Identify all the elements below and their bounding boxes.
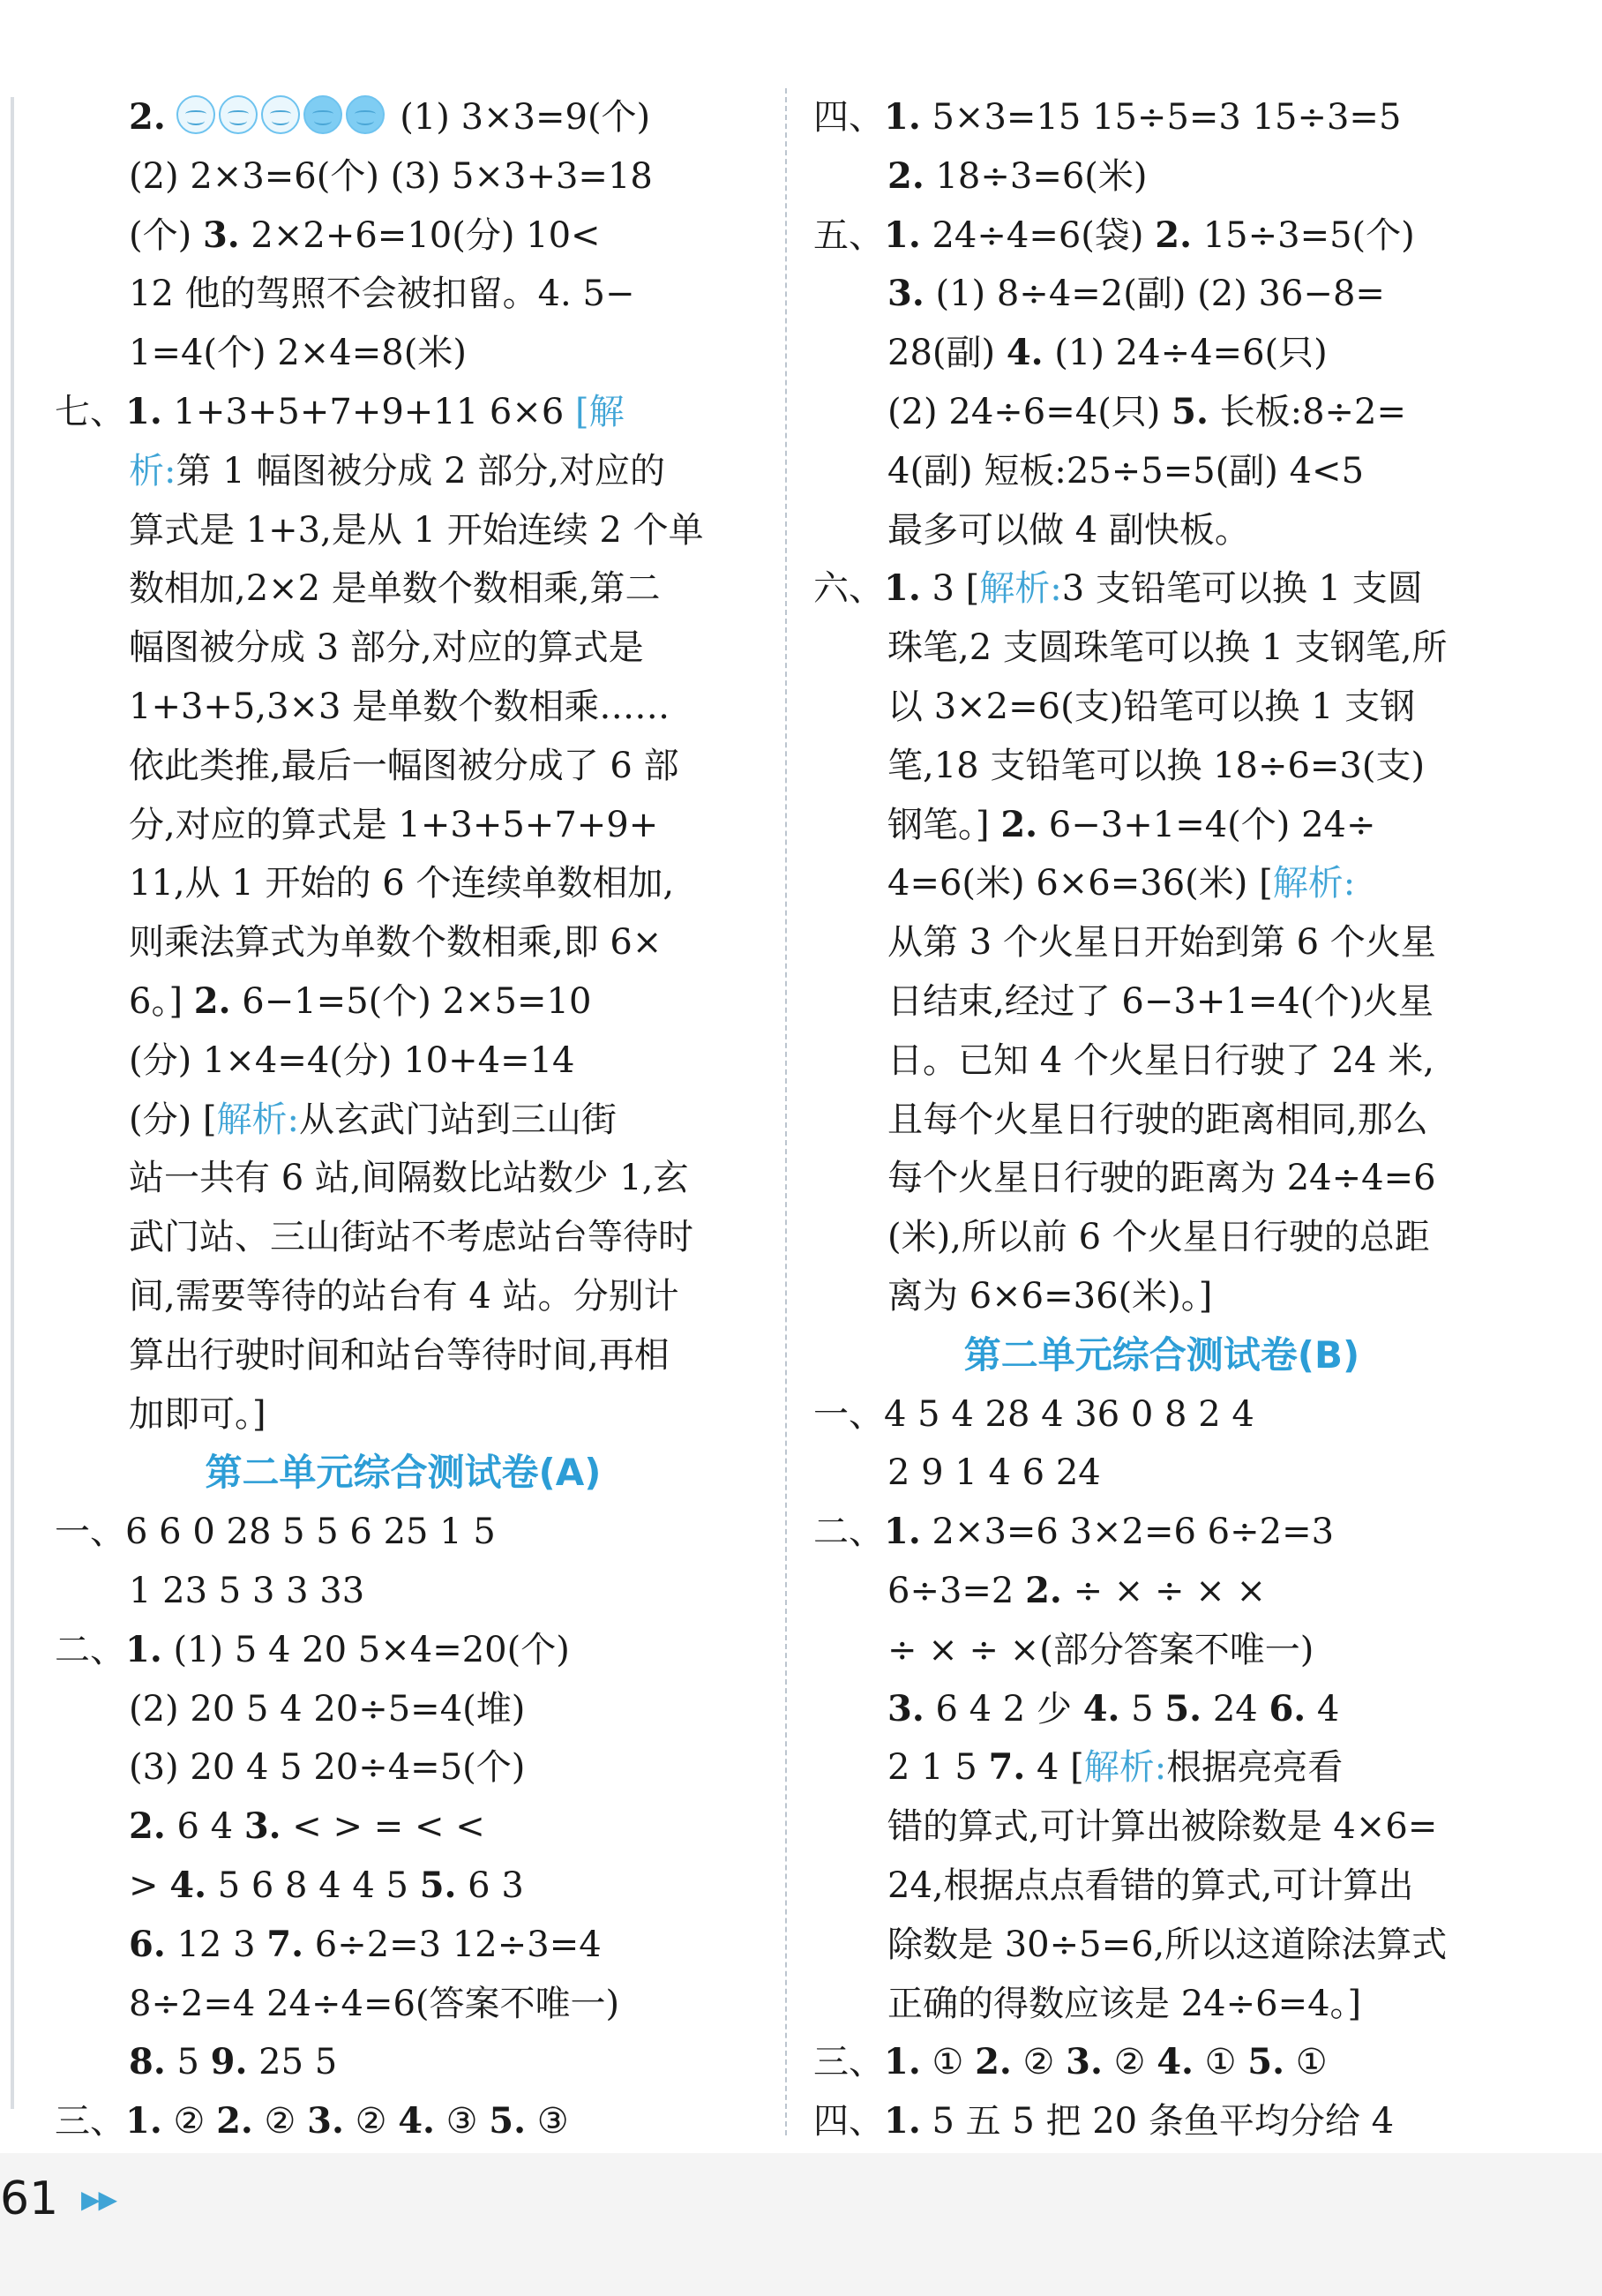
answer-line: 离为 6×6=36(米)。] [887, 1275, 1213, 1317]
answer-line: 1+3+5,3×3 是单数个数相乘…… [129, 686, 670, 727]
answer-line: (分) 1×4=4(分) 10+4=14 [129, 1039, 575, 1081]
answer-line: 笔,18 支铅笔可以换 18÷6=3(支) [887, 745, 1426, 786]
column-divider [785, 88, 787, 2135]
answer-line: 4=6(米) 6×6=36(米) [解析: [887, 863, 1356, 904]
answer-line: (分) [解析:从玄武门站到三山街 [129, 1099, 618, 1140]
section-title: 第二单元综合测试卷(A) [205, 1451, 602, 1495]
answer-line: 6。] 2. 6−1=5(个) 2×5=10 [129, 979, 592, 1022]
answer-line: 析:第 1 幅图被分成 2 部分,对应的 [129, 450, 665, 491]
answer-line: 6÷3=2 2. ÷ × ÷ × × [887, 1569, 1267, 1611]
smiley-face-icon [261, 95, 300, 134]
answer-line: 正确的得数应该是 24÷6=4。] [887, 1983, 1362, 2024]
page-number: 61 [0, 2172, 59, 2225]
section-title: 第二单元综合测试卷(B) [963, 1332, 1360, 1377]
answer-line: 分,对应的算式是 1+3+5+7+9+ [129, 804, 659, 845]
answer-line: ÷ × ÷ ×(部分答案不唯一) [887, 1629, 1314, 1670]
smiley-face-icon [303, 95, 342, 134]
answer-line: 1 23 5 3 3 33 [129, 1570, 365, 1611]
answer-line: 站一共有 6 站,间隔数比站数少 1,玄 [129, 1158, 689, 1199]
answer-line: 依此类推,最后一幅图被分成了 6 部 [129, 745, 679, 786]
answer-line: 3. (1) 8÷4=2(副) (2) 36−8= [887, 273, 1385, 315]
answer-line: 8. 5 9. 25 5 [129, 2041, 338, 2083]
answer-line: 错的算式,可计算出被除数是 4×6= [887, 1806, 1438, 1848]
answer-line: 最多可以做 4 副快板。 [887, 509, 1250, 551]
answer-line: 以 3×2=6(支)铅笔可以换 1 支钢 [887, 686, 1416, 727]
answer-line: 二、1. (1) 5 4 20 5×4=20(个) [55, 1628, 570, 1670]
answer-line: 3. 6 4 2 少 4. 5 5. 24 6. 4 [887, 1687, 1340, 1730]
answer-line: (2) 24÷6=4(只) 5. 长板:8÷2= [887, 390, 1407, 432]
answer-line: 8÷2=4 24÷4=6(答案不唯一) [129, 1983, 620, 2024]
answer-line: 2. 6 4 3. < > = < < [129, 1805, 485, 1848]
answer-line: 28(副) 4. (1) 24÷4=6(只) [887, 332, 1328, 374]
answer-line: 11,从 1 开始的 6 个连续单数相加, [129, 863, 675, 904]
answer-line: 一、4 5 4 28 4 36 0 8 2 4 [813, 1393, 1254, 1435]
answer-line: 1=4(个) 2×4=8(米) [129, 333, 467, 374]
answer-line: 一、6 6 0 28 5 5 6 25 1 5 [55, 1512, 496, 1553]
answer-line: 算出行驶时间和站台等待时间,再相 [129, 1334, 670, 1376]
answer-line: 间,需要等待的站台有 4 站。分别计 [129, 1275, 679, 1317]
answer-line: 三、1. ② 2. ② 3. ② 4. ③ 5. ③ [55, 2100, 569, 2142]
answer-line: 算式是 1+3,是从 1 开始连续 2 个单 [129, 509, 704, 551]
answer-line: 每个火星日行驶的距离为 24÷4=6 [887, 1158, 1436, 1199]
answer-line: 日结束,经过了 6−3+1=4(个)火星 [887, 980, 1434, 1022]
answer-line: 七、1. 1+3+5+7+9+11 6×6 [解 [55, 390, 625, 432]
answer-line: 四、1. 5 五 5 把 20 条鱼平均分给 4 [813, 2100, 1395, 2142]
answer-line: 从第 3 个火星日开始到第 6 个火星 [887, 922, 1436, 964]
answer-line: 钢笔。] 2. 6−3+1=4(个) 24÷ [887, 803, 1376, 845]
answer-line: 24,根据点点看错的算式,可计算出 [887, 1865, 1414, 1906]
left-column [55, 88, 752, 2151]
answer-line: 加即可。] [129, 1393, 266, 1435]
answer-line: 且每个火星日行驶的距离相同,那么 [887, 1099, 1428, 1140]
answer-line: 12 他的驾照不会被扣留。4. 5− [129, 274, 635, 315]
answer-line: 五、1. 24÷4=6(袋) 2. 15÷3=5(个) [813, 214, 1415, 256]
answer-line: 数相加,2×2 是单数个数相乘,第二 [129, 568, 661, 610]
answer-line: 则乘法算式为单数个数相乘,即 6× [129, 922, 663, 964]
answer-line: 二、1. 2×3=6 3×2=6 6÷2=3 [813, 1511, 1335, 1553]
answer-line: (2) 2×3=6(个) (3) 5×3+3=18 [129, 155, 653, 197]
footer-band [0, 2153, 1602, 2296]
answer-line: 三、1. ① 2. ② 3. ② 4. ① 5. ① [813, 2041, 1328, 2083]
answer-line: 武门站、三山街站不考虑站台等待时 [129, 1217, 693, 1258]
smiley-face-icon [346, 95, 385, 134]
smiley-face-icon [219, 95, 258, 134]
answer-line: 除数是 30÷5=6,所以这道除法算式 [887, 1924, 1448, 1965]
answer-line: 2. (1) 3×3=9(个) [129, 96, 651, 138]
answer-line: (米),所以前 6 个火星日行驶的总距 [887, 1217, 1430, 1258]
right-column [813, 88, 1510, 2151]
answer-line: (3) 20 4 5 20÷4=5(个) [129, 1747, 526, 1789]
answer-line: 四、1. 5×3=15 15÷5=3 15÷3=5 [813, 96, 1402, 138]
answer-line: 幅图被分成 3 部分,对应的算式是 [129, 627, 644, 669]
answer-line: 2. 18÷3=6(米) [887, 154, 1148, 197]
answer-line: 2 1 5 7. 4 [解析:根据亮亮看 [887, 1746, 1344, 1789]
answer-line: 2 9 1 4 6 24 [887, 1452, 1101, 1494]
page-arrows-icon: ▶▶ [81, 2185, 116, 2214]
smiley-face-icon [176, 95, 215, 134]
answer-line: > 4. 5 6 8 4 4 5 5. 6 3 [129, 1864, 524, 1906]
answer-line: 六、1. 3 [解析:3 支铅笔可以换 1 支圆 [813, 567, 1423, 610]
answer-line: (个) 3. 2×2+6=10(分) 10< [129, 214, 601, 256]
binding-edge [11, 97, 14, 2109]
answer-line: 6. 12 3 7. 6÷2=3 12÷3=4 [129, 1923, 602, 1965]
answer-line: 珠笔,2 支圆珠笔可以换 1 支钢笔,所 [887, 627, 1448, 669]
answer-line: 4(副) 短板:25÷5=5(副) 4<5 [887, 450, 1365, 491]
answer-line: (2) 20 5 4 20÷5=4(堆) [129, 1688, 526, 1730]
answer-line: 日。已知 4 个火星日行驶了 24 米, [887, 1039, 1434, 1081]
